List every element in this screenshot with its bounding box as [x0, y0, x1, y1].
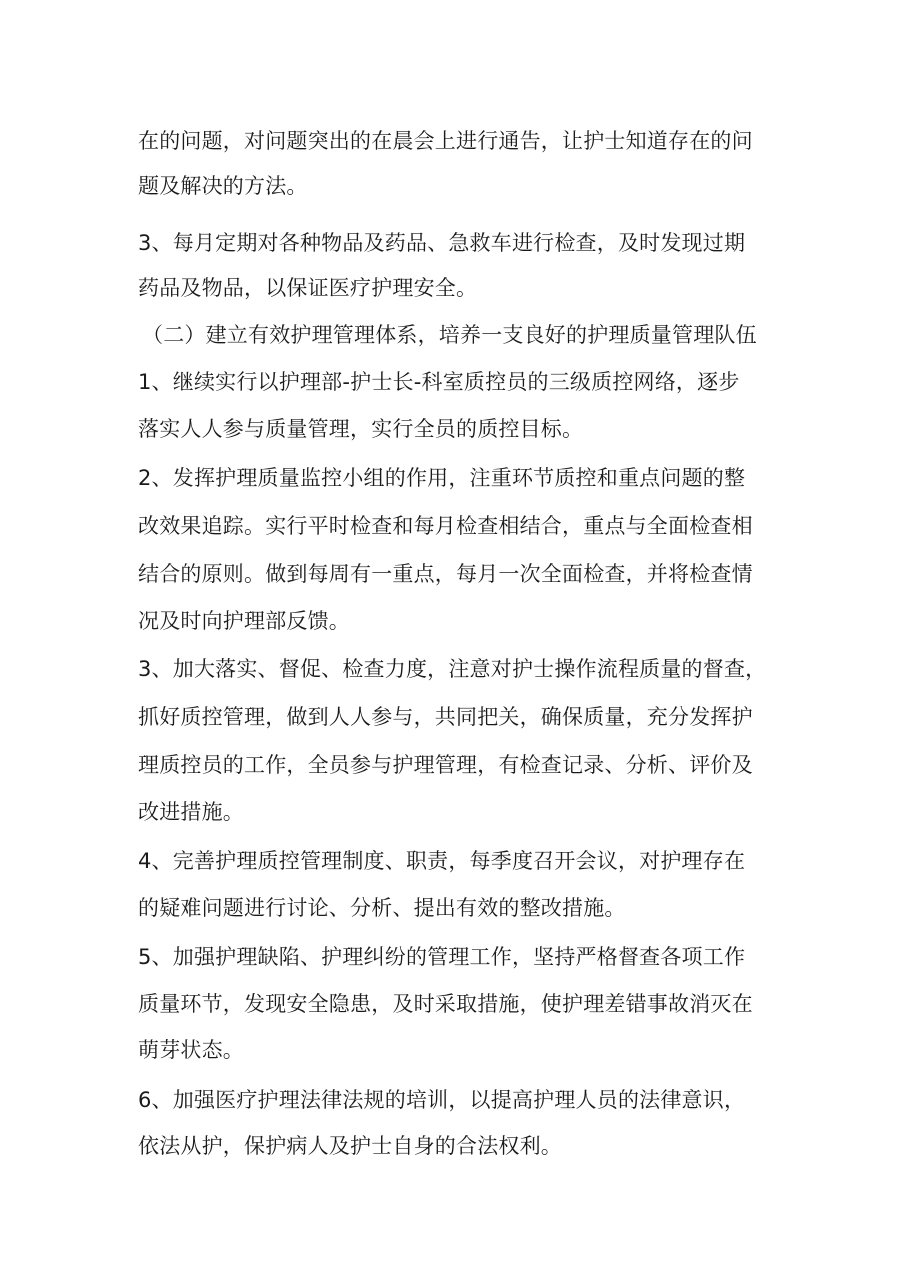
text-line-13: 抓好质控管理，做到人人参与，共同把关，确保质量，充分发挥护	[138, 705, 753, 729]
section-heading: （二）建立有效护理管理体系，培养一支良好的护理质量管理队伍	[142, 323, 757, 347]
text-line-18: 5、加强护理缺陷、护理纠纷的管理工作，坚持严格督查各项工作	[138, 945, 746, 969]
text-line-19: 质量环节，发现安全隐患，及时采取措施，使护理差错事故消灭在	[138, 992, 753, 1016]
text-line-1: 在的问题，对问题突出的在晨会上进行通告，让护士知道存在的问	[138, 129, 753, 153]
text-line-15: 改进措施。	[138, 800, 244, 824]
text-line-10: 结合的原则。做到每周有一重点，每月一次全面检查，并将检查情	[138, 562, 753, 586]
text-line-12: 3、加大落实、督促、检查力度，注意对护士操作流程质量的督查，	[138, 657, 767, 681]
text-line-3: 3、每月定期对各种物品及药品、急救车进行检查，及时发现过期	[138, 231, 746, 255]
text-line-9: 改效果追踪。实行平时检查和每月检查相结合，重点与全面检查相	[138, 514, 753, 538]
text-line-11: 况及时向护理部反馈。	[138, 609, 350, 633]
text-line-7: 落实人人参与质量管理，实行全员的质控目标。	[138, 417, 584, 441]
text-line-20: 萌芽状态。	[138, 1038, 244, 1062]
text-line-8: 2、发挥护理质量监控小组的作用，注重环节质控和重点问题的整	[138, 466, 746, 490]
text-line-6: 1、继续实行以护理部-护士长-科室质控员的三级质控网络，逐步	[138, 370, 740, 394]
text-line-2: 题及解决的方法。	[138, 174, 308, 198]
text-line-16: 4、完善护理质控管理制度、职责，每季度召开会议，对护理存在	[138, 849, 746, 873]
text-line-14: 理质控员的工作，全员参与护理管理，有检查记录、分析、评价及	[138, 753, 753, 777]
text-line-17: 的疑难问题进行讨论、分析、提出有效的整改措施。	[138, 896, 626, 920]
text-line-22: 依法从护，保护病人及护士自身的合法权利。	[138, 1134, 562, 1158]
text-line-4: 药品及物品，以保证医疗护理安全。	[138, 276, 478, 300]
text-line-21: 6、加强医疗护理法律法规的培训，以提高护理人员的法律意识，	[138, 1088, 746, 1112]
